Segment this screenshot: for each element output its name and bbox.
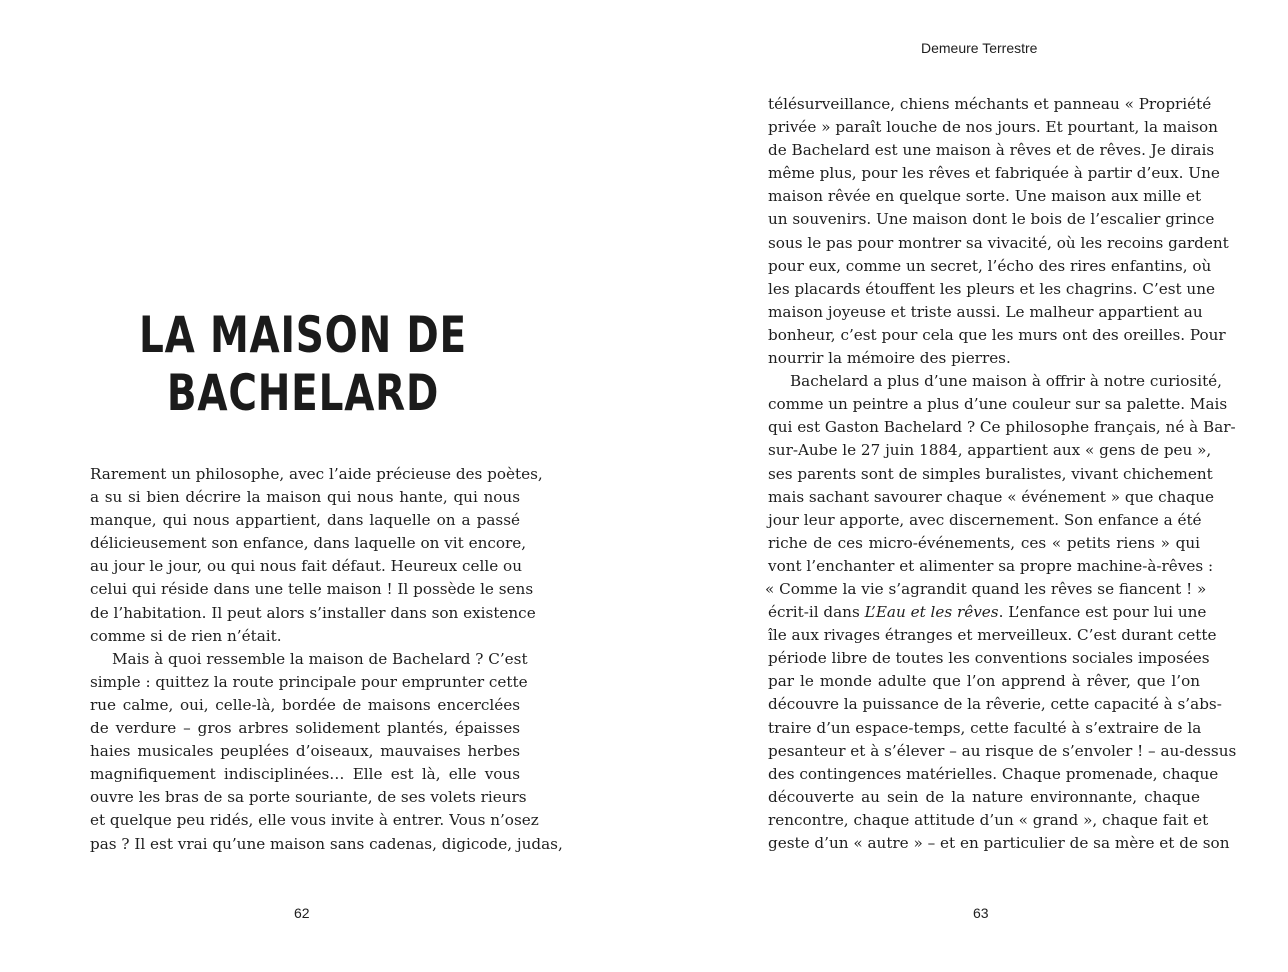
text-line: vont l’enchanter et alimenter sa propre machine-à-rêves : [768, 556, 1214, 575]
text-line: rencontre, chaque attitude d’un « grand », chaque fait et [768, 810, 1209, 829]
text-line: haies musicales peuplées d’oiseaux, mauvaises herbes [90, 742, 520, 761]
page-number: 63 [973, 905, 989, 921]
text-line: sous le pas pour montrer sa vivacité, où les recoins gardent [768, 233, 1229, 252]
text-line: pas ? Il est vrai qu’une maison sans cadenas, digicode, judas, [90, 834, 563, 853]
chapter-title [137, 306, 469, 422]
text-line: jour leur apporte, avec discernement. Son enfance a été [768, 510, 1202, 529]
text-line: même plus, pour les rêves et fabriquée à partir d’eux. Une [768, 164, 1220, 183]
text-line: rue calme, oui, celle-là, bordée de maisons encerclées [90, 695, 520, 714]
text-line: comme un peintre a plus d’une couleur sur sa palette. Mais [768, 395, 1228, 414]
text-line: sur-Aube le 27 juin 1884, appartient aux « gens de peu », [768, 441, 1212, 460]
text-line: découvre la puissance de la rêverie, cette capacité à s’abs- [768, 695, 1222, 714]
text-line: de l’habitation. Il peut alors s’installer dans son existence [90, 603, 536, 622]
text-line: de verdure – gros arbres solidement plantés, épaisses [90, 719, 520, 738]
text-line: nourrir la mémoire des pierres. [768, 349, 1011, 368]
text-line: a su si bien décrire la maison qui nous hante, qui nous [90, 488, 520, 507]
text-line: riche de ces micro-événements, ces « petits riens » qui [768, 533, 1200, 552]
text-line: ses parents sont de simples buralistes, vivant chichement [768, 464, 1213, 483]
text-line: des contingences matérielles. Chaque promenade, chaque [768, 764, 1219, 783]
text-line: les placards étouffent les pleurs et les chagrins. C’est une [768, 279, 1215, 298]
text-line: geste d’un « autre » – et en particulier de sa mère et de son [768, 834, 1230, 852]
text-line: privée » paraît louche de nos jours. Et pourtant, la maison [768, 118, 1218, 137]
right-body-text [765, 93, 1237, 855]
text-line: celui qui réside dans une telle maison ! Il possède le sens [90, 580, 534, 599]
text-line: au jour le jour, ou qui nous fait défaut. Heureux celle ou [90, 557, 522, 576]
text-line: simple : quittez la route principale pour emprunter cette [90, 672, 528, 691]
text-line: période libre de toutes les conventions sociales imposées [768, 649, 1210, 668]
text-line: bonheur, c’est pour cela que les murs ont des oreilles. Pour [768, 325, 1226, 344]
right-page [644, 0, 1288, 972]
text-run: . L’enfance est pour lui une [998, 603, 1207, 622]
text-line: télésurveillance, chiens méchants et panneau « Propriété [768, 95, 1212, 113]
text-line: comme si de rien n’était. [90, 626, 282, 645]
running-header: Demeure Terrestre [921, 40, 1038, 56]
text-line: délicieusement son enfance, dans laquelle on vit encore, [90, 534, 527, 553]
chapter-title-line: BACHELARD [166, 364, 440, 422]
text-line: Rarement un philosophe, avec l’aide précieuse des poètes, [90, 465, 543, 483]
text-run: écrit-il dans [768, 603, 865, 622]
text-line: maison rêvée en quelque sorte. Une maison aux mille et [768, 187, 1202, 206]
text-line: et quelque peu ridés, elle vous invite à entrer. Vous n’osez [90, 811, 539, 830]
left-body-text [90, 463, 563, 856]
text-line: magnifiquement indisciplinées… Elle est là, elle vous [90, 765, 520, 784]
book-title-italic: L’Eau et les rêves [864, 603, 999, 622]
text-line: pesanteur et à s’élever – au risque de s’envoler ! – au-dessus [768, 741, 1237, 760]
text-line: mais sachant savourer chaque « événement » que chaque [768, 487, 1215, 506]
text-line: île aux rivages étranges et merveilleux. C’est durant cette [768, 626, 1217, 645]
text-line: maison joyeuse et triste aussi. Le malheur appartient au [768, 302, 1203, 321]
page-number: 62 [294, 905, 310, 921]
text-line: ouvre les bras de sa porte souriante, de ses volets rieurs [90, 788, 527, 807]
text-line: traire d’un espace-temps, cette faculté à s’extraire de la [768, 718, 1202, 737]
text-line: par le monde adulte que l’on apprend à rêver, que l’on [768, 672, 1200, 691]
text-line [768, 601, 1207, 624]
text-line: Mais à quoi ressemble la maison de Bachelard ? C’est [112, 649, 528, 668]
text-line: un souvenirs. Une maison dont le bois de l’escalier grince [768, 210, 1215, 229]
chapter-title-line: LA MAISON DE [139, 306, 467, 364]
text-line: qui est Gaston Bachelard ? Ce philosophe français, né à Bar- [768, 418, 1236, 437]
text-line: de Bachelard est une maison à rêves et de rêves. Je dirais [768, 141, 1215, 160]
text-line: « Comme la vie s’agrandit quand les rêves se fiancent ! » [765, 579, 1207, 598]
text-line: Bachelard a plus d’une maison à offrir à notre curiosité, [790, 372, 1222, 391]
text-line: manque, qui nous appartient, dans laquelle on a passé [90, 511, 520, 530]
text-line: pour eux, comme un secret, l’écho des rires enfantins, où [768, 256, 1212, 275]
text-line: découverte au sein de la nature environnante, chaque [768, 787, 1200, 806]
